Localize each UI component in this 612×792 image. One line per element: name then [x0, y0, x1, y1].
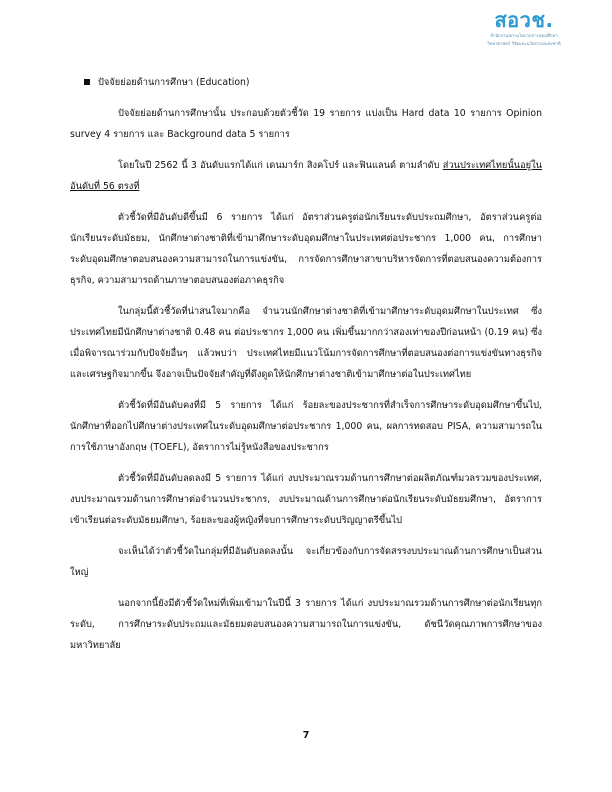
- logo-subtitle-line1: สำนักงานสภานโยบายการอุดมศึกษา: [490, 34, 558, 39]
- square-bullet-icon: [84, 79, 90, 85]
- logo-subtitle-line2: วิทยาศาสตร์ วิจัยและนวัตกรรมแห่งชาติ: [487, 42, 561, 47]
- paragraph-3: ตัวชี้วัดที่มีอันดับดีขึ้นมี 6 รายการ ได้แก่ อัตราส่วนครูต่อนักเรียนระดับประถมศึกษา, อัตราส่วนครูต่อนักเรียนระดับมัธยม, นักศึกษาต่างชาติที่เข้ามาศึกษาระดับอุดมศึกษาในประเทศต่อประชากร 1,000 คน, การศึกษาระดับอุดมศึกษาตอบสนองความสามารถในการแข่งขัน, การจัดการศึกษาสาขาบริหารจัดการที่ตอบสนองความต้องการธุรกิจ, ความสามารถด้านภาษาตอบสนองต่อภาคธุรกิจ: [70, 212, 542, 286]
- paragraph-2-text: โดยในปี 2562 นี้ 3 อันดับแรกได้แก่ เดนมาร์ก สิงคโปร์ และฟินแลนด์ ตามลำดับ: [118, 160, 443, 171]
- section-heading: [70, 72, 542, 93]
- paragraph-6: ตัวชี้วัดที่มีอันดับลดลงมี 5 รายการ ได้แก่ งบประมาณรวมด้านการศึกษาต่อผลิตภัณฑ์มวลรวมของประเทศ, งบประมาณรวมด้านการศึกษาต่อจำนวนประชากร, งบประมาณด้านการศึกษาต่อนักเรียนระดับมัธยมศึกษา, อัตราการเข้าเรียนต่อระดับมัธยมศึกษา, ร้อยละของผู้หญิงที่จบการศึกษาระดับปริญญาตรีขึ้นไป: [70, 473, 542, 526]
- paragraph-7: จะเห็นได้ว่าตัวชี้วัดในกลุ่มที่มีอันดับลดลงนั้น จะเกี่ยวข้องกับการจัดสรรงบประมาณด้านการศึกษาเป็นส่วนใหญ่: [70, 546, 542, 578]
- paragraph-2: [70, 155, 542, 197]
- logo-title: สอวช.: [494, 8, 554, 32]
- paragraph-5: ตัวชี้วัดที่มีอันดับคงที่มี 5 รายการ ได้แก่ ร้อยละของประชากรที่สำเร็จการศึกษาระดับอุดมศึกษาขึ้นไป, นักศึกษาที่ออกไปศึกษาต่างประเทศในระดับอุดมศึกษาต่อประชากร 1,000 คน, ผลการทดสอบ PISA, ความสามารถในการใช้ภาษาอังกฤษ (TOEFL), อัตราการไม่รู้หนังสือของประชากร: [70, 400, 542, 453]
- page-number: 7: [302, 730, 310, 741]
- paragraph-1: ปัจจัยย่อยด้านการศึกษานั้น ประกอบด้วยตัวชี้วัด 19 รายการ แบ่งเป็น Hard data 10 รายการ Opinion survey 4 รายการ และ Background data 5 รายการ: [70, 108, 542, 140]
- section-heading-text: ปัจจัยย่อยด้านการศึกษา (Education): [98, 77, 250, 88]
- paragraph-4: ในกลุ่มนี้ตัวชี้วัดที่น่าสนใจมากคือ จำนวนนักศึกษาต่างชาติที่เข้ามาศึกษาระดับอุดมศึกษาในประเทศ ซึ่งประเทศไทยมีนักศึกษาต่างชาติ 0.48 คน ต่อประชากร 1,000 คน เพิ่มขึ้นมากกว่าสองเท่าของปีก่อนหน้า (0.19 คน) ซึ่งเมื่อพิจารณาร่วมกับปัจจัยอื่นๆ แล้วพบว่า ประเทศไทยมีแนวโน้มการจัดการศึกษาที่ตอบสนองต่อการแข่งขันทางธุรกิจและเศรษฐกิจมากขึ้น จึงอาจเป็นปัจจัยสำคัญที่ดึงดูดให้นักศึกษาต่างชาติเข้ามาศึกษาต่อในประเทศไทย: [70, 306, 542, 380]
- paragraph-2-underlined: ส่วนประเทศไทยนั้นอยู่ในอันดับที่ 56 ตรงที่: [70, 160, 542, 192]
- paragraph-8: นอกจากนี้ยังมีตัวชี้วัดใหม่ที่เพิ่มเข้ามาในปีนี้ 3 รายการ ได้แก่ งบประมาณรวมด้านการศึกษาต่อนักเรียนทุกระดับ, การศึกษาระดับประถมและมัธยมตอบสนองความสามารถในการแข่งขัน, ดัชนีวัดคุณภาพการศึกษาของมหาวิทยาลัย: [70, 598, 542, 651]
- onec-logo: [474, 8, 574, 58]
- document-body: [70, 72, 542, 666]
